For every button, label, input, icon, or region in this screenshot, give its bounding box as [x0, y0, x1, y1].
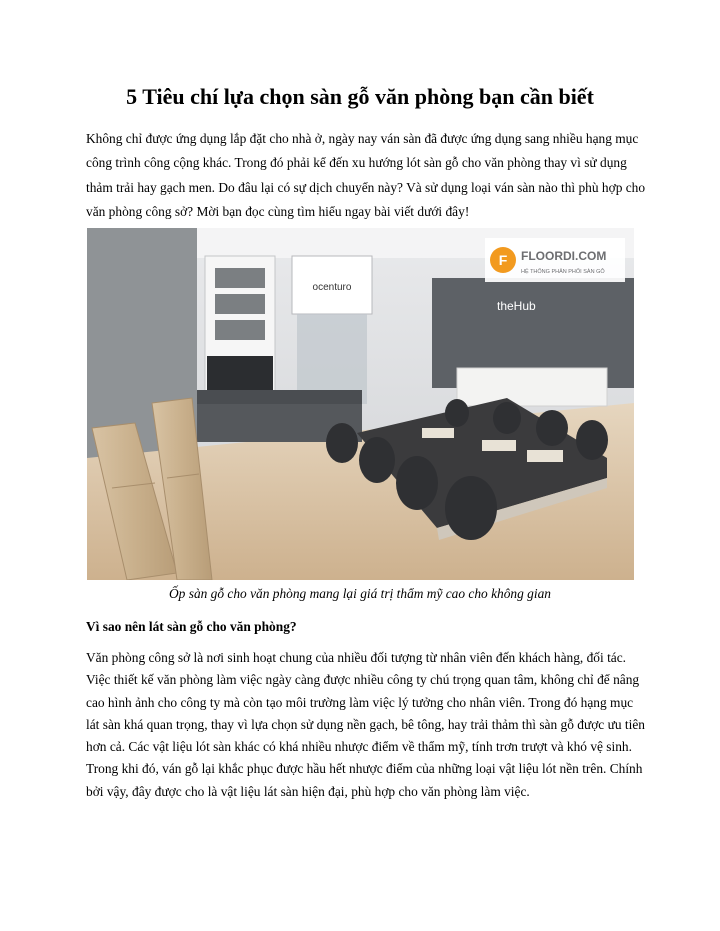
section-heading: Vì sao nên lát sàn gỗ cho văn phòng? — [86, 619, 297, 634]
office-photo — [87, 228, 634, 580]
logo-text: FLOORDI.COM — [521, 249, 607, 263]
floordi-logo — [485, 238, 625, 282]
sign-right: theHub — [497, 299, 536, 313]
sign-left: ocenturo — [312, 282, 352, 293]
svg-text:F: F — [498, 252, 508, 268]
page-title: 5 Tiêu chí lựa chọn sàn gỗ văn phòng bạn cần biết — [126, 84, 594, 109]
section-paragraph: Văn phòng công sở là nơi sinh hoạt chung của nhiều đối tượng từ nhân viên đến khách hàng, đối tác. Việc thiết kế văn phòng làm việc ngày càng được nhiều công ty chú trọng quan tâm, không chỉ để nâng cao hình ảnh cho công ty mà còn tạo môi trường làm việc lý tưởng cho nhân viên. Trong đó hạng mục lát sàn khá quan trọng, thay vì lựa chọn sử dụng nền gạch, bê tông, hay trải thảm thì sàn gỗ được ưu tiên hơn cả. Các vật liệu lót sàn khác có khá nhiều nhược điểm về thẩm mỹ, tính trơn trượt và khó vệ sinh. Trong khi đó, ván gỗ lại khắc phục được hầu hết nhược điểm của những loại vật liệu lót nền trên. Chính bởi vậy, đây được cho là vật liệu lát sàn hiện đại, phù hợp cho văn phòng làm việc. — [86, 650, 645, 799]
intro-paragraph: Không chỉ được ứng dụng lắp đặt cho nhà ở, ngày nay ván sàn đã được ứng dụng sang nhiều hạng mục công trình công cộng khác. Trong đó phải kể đến xu hướng lót sàn gỗ cho văn phòng thay vì sử dụng thảm trải hay gạch men. Do đâu lại có sự dịch chuyển này? Và sử dụng loại ván sàn nào thì phù hợp cho văn phòng công sở? Mời bạn đọc cùng tìm hiểu ngay bài viết dưới đây! — [86, 131, 646, 219]
logo-tagline: HỆ THỐNG PHÂN PHỐI SÀN GỖ — [521, 269, 605, 275]
image-caption: Ốp sàn gỗ cho văn phòng mang lại giá trị thẩm mỹ cao cho không gian — [169, 586, 551, 601]
